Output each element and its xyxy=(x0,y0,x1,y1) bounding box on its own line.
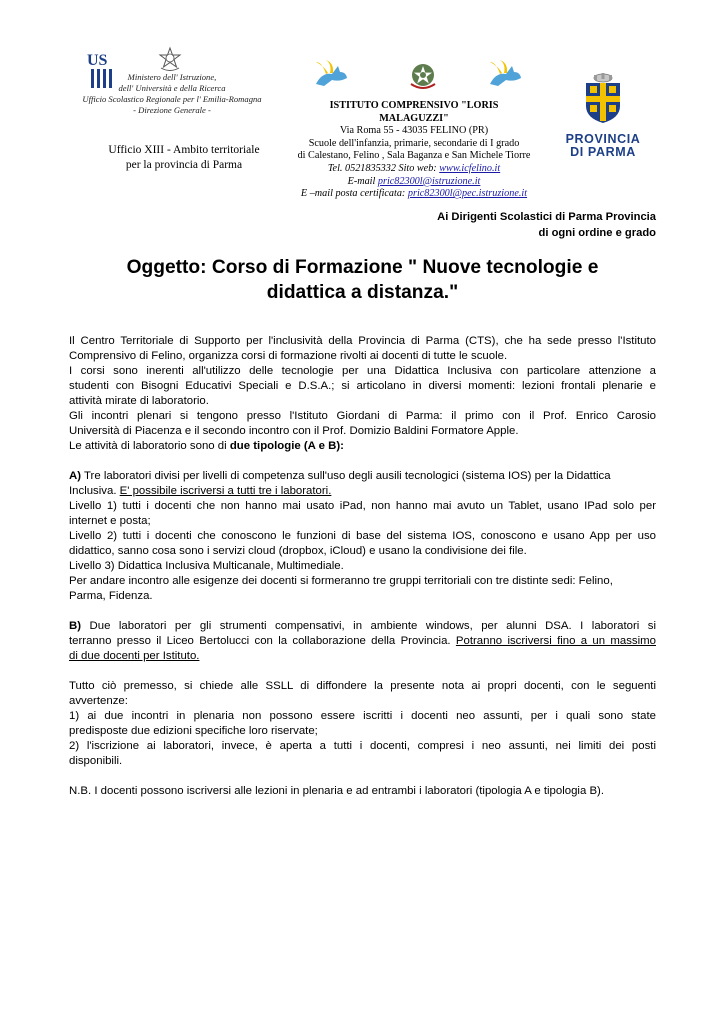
body-line: avvertenze: xyxy=(69,695,128,707)
usr-logo-text: US xyxy=(87,52,108,69)
body-line: Livello 2) tutti i docenti che conoscono le funzioni di base del sistema IOS, conoscono e usano App per uso xyxy=(69,530,656,542)
school-email-line xyxy=(296,176,532,189)
ministry-heading xyxy=(62,72,282,116)
body-line xyxy=(69,634,656,649)
body-line xyxy=(69,619,656,634)
body-line xyxy=(69,439,656,454)
section-a-label: A) xyxy=(69,470,82,482)
body-line: 1) ai due incontri in plenaria non possono essere iscritti i docenti neo assunti, per i quali sono state xyxy=(69,710,656,722)
school-address: Via Roma 55 - 43035 FELINO (PR) xyxy=(339,125,489,137)
pegasus-logo-icon xyxy=(486,58,524,90)
body-line: Gli incontri plenari si tengono presso l'Istituto Giordani di Parma: il primo con il Prof. Enrico Carosio xyxy=(69,410,656,422)
provincia-line-2: DI PARMA xyxy=(570,145,636,159)
school-name: ISTITUTO COMPRENSIVO "LORIS MALAGUZZI" xyxy=(329,100,499,124)
body-line xyxy=(69,484,656,499)
body-text: terranno presso il Liceo Bertolucci con la collaborazione della Provincia. xyxy=(69,635,456,647)
body-text: Due laboratori per gli strumenti compensativi, in ambiente windows, per alunni DSA. I laboratori si xyxy=(81,620,656,632)
website-link[interactable]: www.icfelino.it xyxy=(439,162,501,174)
body-line: Tutto ciò premesso, si chiede alle SSLL di diffondere la presente nota ai propri docenti, con le seguenti xyxy=(69,680,656,692)
body-line: I corsi sono inerenti all'utilizzo delle tecnologie per una Didattica Inclusiva con particolare attenzione a xyxy=(69,365,656,377)
office-line-1: Ufficio XIII - Ambito territoriale xyxy=(108,144,260,156)
body-line: Il Centro Territoriale di Supporto per l'inclusività della Provincia di Parma (CTS), che ha sede presso l'Istituto xyxy=(69,335,656,347)
body-line: di due docenti per Istituto. xyxy=(69,650,200,662)
tel-text: Tel. 0521835332 Sito web: xyxy=(327,162,440,174)
addressee-line-2: di ogni ordine e grado xyxy=(538,227,656,239)
ministry-line: Ministero dell' Istruzione, xyxy=(127,72,217,82)
body-line: Livello 3) Didattica Inclusiva Multicanale, Multimediale. xyxy=(69,560,344,572)
body-line: disponibili. xyxy=(69,755,123,767)
provincia-label xyxy=(553,133,653,159)
ministry-line: dell' Università e della Ricerca xyxy=(118,83,226,93)
nb-note: N.B. I docenti possono iscriversi alle lezioni in plenaria e ad entrambi i laboratori (tipologia A e tipologia B). xyxy=(69,785,605,797)
body-line xyxy=(69,469,656,484)
office-line-2: per la provincia di Parma xyxy=(125,159,243,171)
body-line: studenti con Bisogni Educativi Speciali e D.S.A.; si articolano in diversi momenti: lezioni frontali plenarie e xyxy=(69,380,656,392)
provincia-crest-icon xyxy=(583,72,623,124)
school-contacts xyxy=(296,163,532,176)
body-line: internet e posta; xyxy=(69,515,151,527)
body-line: attività mirate di laboratorio. xyxy=(69,395,209,407)
email-link[interactable]: pric82300l@istruzione.it xyxy=(377,175,481,187)
underlined-text: E' possibile iscriversi a tutti tre i laboratori. xyxy=(119,485,332,497)
school-pec-line xyxy=(296,188,532,201)
ministry-line: Ufficio Scolastico Regionale per l' Emilia-Romagna xyxy=(82,94,262,104)
document-title xyxy=(60,255,665,305)
body-text: Tre laboratori divisi per livelli di competenza sull'uso degli ausili tecnologici (sistema IOS) per la Didattica xyxy=(81,470,611,482)
body-line: didattico, sanno cosa sono i servizi cloud (dropbox, iCloud) e usano la condivisione dei file. xyxy=(69,545,527,557)
school-description-2: di Calestano, Felino , Sala Baganza e San Michele Tiorre xyxy=(297,150,531,162)
body-line: Per andare incontro alle esigenze dei docenti si formeranno tre gruppi territoriali con tre distinte sedi: Felino, xyxy=(69,575,613,587)
body-line: 2) l'iscrizione ai laboratori, invece, è aperta a tutti i docenti, compresi i neo assunti, nei limiti dei posti xyxy=(69,740,656,752)
pec-link[interactable]: pric82300l@pec.istruzione.it xyxy=(407,188,528,200)
title-line-1: Oggetto: Corso di Formazione " Nuove tecnologie e xyxy=(126,257,599,278)
body-line: Comprensivo di Felino, organizza corsi di formazione rivolti ai docenti di tutte le scuole. xyxy=(69,350,508,362)
pec-prefix: E –mail posta certificata: xyxy=(300,188,408,200)
office-label xyxy=(84,143,284,173)
school-info xyxy=(296,100,532,201)
body-line: predisposte due edizioni specifiche loro riservate; xyxy=(69,725,318,737)
title-line-2: didattica a distanza." xyxy=(266,282,459,303)
school-description-1: Scuole dell'infanzia, primarie, secondarie di I grado xyxy=(308,137,520,149)
body-line: Università di Piacenza e il secondo incontro con il Prof. Domizio Baldini Formatore Apple. xyxy=(69,425,519,437)
email-prefix: E-mail xyxy=(347,175,378,187)
addressee xyxy=(437,209,656,241)
body-line: Livello 1) tutti i docenti che non hanno mai usato iPad, non hanno mai avuto un Tablet, usano IPad solo per xyxy=(69,500,656,512)
italian-emblem-icon xyxy=(158,46,182,72)
underlined-text: Potranno iscriversi fino a un massimo xyxy=(455,635,656,647)
body-text: Inclusiva. xyxy=(69,485,120,497)
body-text: Le attività di laboratorio sono di xyxy=(69,440,230,452)
ministry-line: - Direzione Generale - xyxy=(133,105,211,115)
pegasus-logo-icon xyxy=(312,58,350,90)
body-bold-text: due tipologie (A e B): xyxy=(229,440,344,452)
body-line: Parma, Fidenza. xyxy=(69,590,153,602)
provincia-line-1: PROVINCIA xyxy=(565,132,641,146)
addressee-line-1: Ai Dirigenti Scolastici di Parma Provincia xyxy=(437,211,656,223)
republic-emblem-icon xyxy=(406,60,440,92)
section-b-label: B) xyxy=(69,620,82,632)
document-body xyxy=(69,334,656,799)
